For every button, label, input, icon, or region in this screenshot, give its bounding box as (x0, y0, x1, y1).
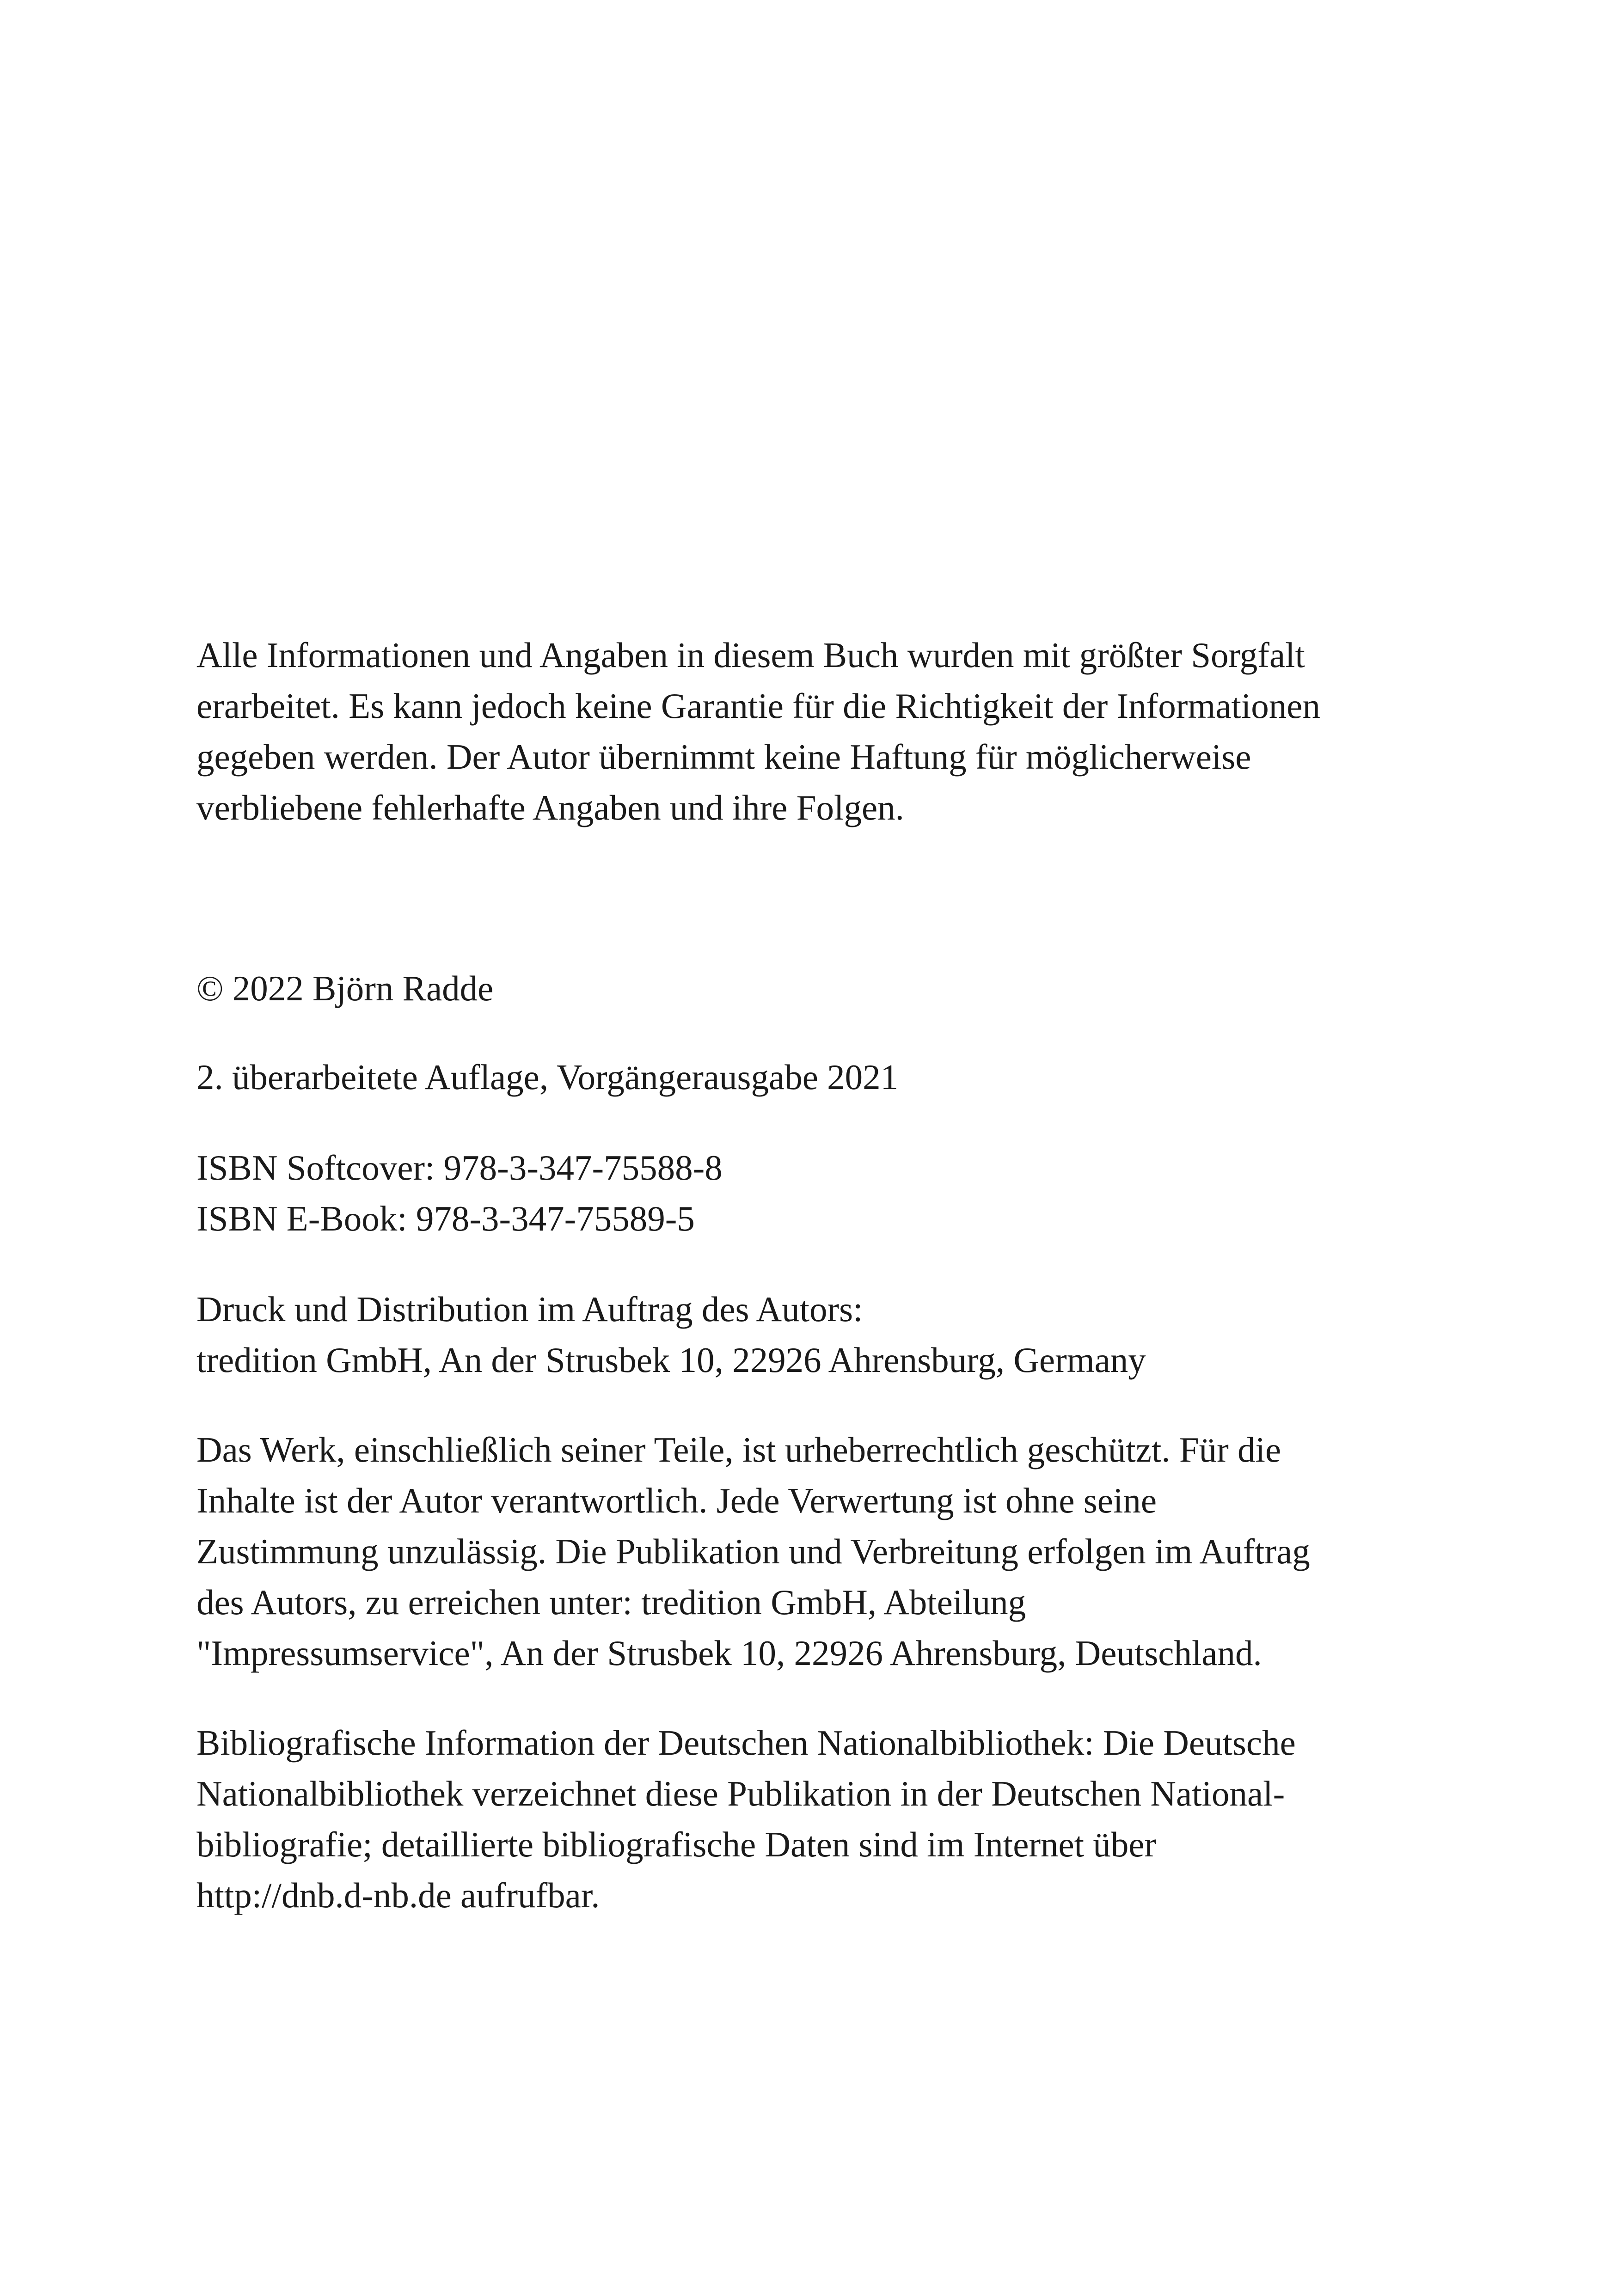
disclaimer-line: gegeben werden. Der Autor übernimmt keine Haftung für möglicherweise (196, 737, 1251, 777)
bibliography-line: http://dnb.d-nb.de aufrufbar. (196, 1875, 600, 1915)
edition-line: 2. überarbeitete Auflage, Vorgängerausgabe 2021 (196, 1057, 899, 1097)
bibliography-line: bibliografie; detaillierte bibliografische Daten sind im Internet über (196, 1825, 1157, 1864)
distribution-block (196, 1284, 1445, 1385)
bibliography-line: Bibliografische Information der Deutschen Nationalbibliothek: Die Deutsche (196, 1723, 1296, 1763)
rights-line: des Autors, zu erreichen unter: tredition GmbH, Abteilung (196, 1582, 1026, 1622)
rights-line: "Impressumservice", An der Strusbek 10, 22926 Ahrensburg, Deutschland. (196, 1633, 1262, 1673)
disclaimer-line: erarbeitet. Es kann jedoch keine Garantie für die Richtigkeit der Informationen (196, 686, 1320, 726)
disclaimer-paragraph (196, 630, 1445, 833)
isbn-block (196, 1142, 1445, 1244)
distribution-line: Druck und Distribution im Auftrag des Autors: (196, 1289, 863, 1329)
disclaimer-line: verbliebene fehlerhafte Angaben und ihre Folgen. (196, 788, 904, 827)
isbn-softcover: ISBN Softcover: 978-3-347-75588-8 (196, 1148, 723, 1188)
bibliography-line: Nationalbibliothek verzeichnet diese Publikation in der Deutschen National- (196, 1774, 1285, 1813)
distribution-line: tredition GmbH, An der Strusbek 10, 22926 Ahrensburg, Germany (196, 1340, 1146, 1380)
rights-line: Inhalte ist der Autor verantwortlich. Jede Verwertung ist ohne seine (196, 1481, 1157, 1520)
disclaimer-line: Alle Informationen und Angaben in diesem Buch wurden mit größter Sorgfalt (196, 635, 1305, 675)
isbn-ebook: ISBN E-Book: 978-3-347-75589-5 (196, 1199, 695, 1238)
rights-paragraph (196, 1424, 1445, 1678)
copyright-line: © 2022 Björn Radde (196, 968, 494, 1008)
copyright-notice (196, 963, 1445, 1014)
bibliography-paragraph (196, 1717, 1445, 1921)
rights-line: Das Werk, einschließlich seiner Teile, ist urheberrechtlich geschützt. Für die (196, 1430, 1281, 1469)
edition-notice (196, 1052, 1445, 1102)
rights-line: Zustimmung unzulässig. Die Publikation und Verbreitung erfolgen im Auftrag (196, 1531, 1310, 1571)
